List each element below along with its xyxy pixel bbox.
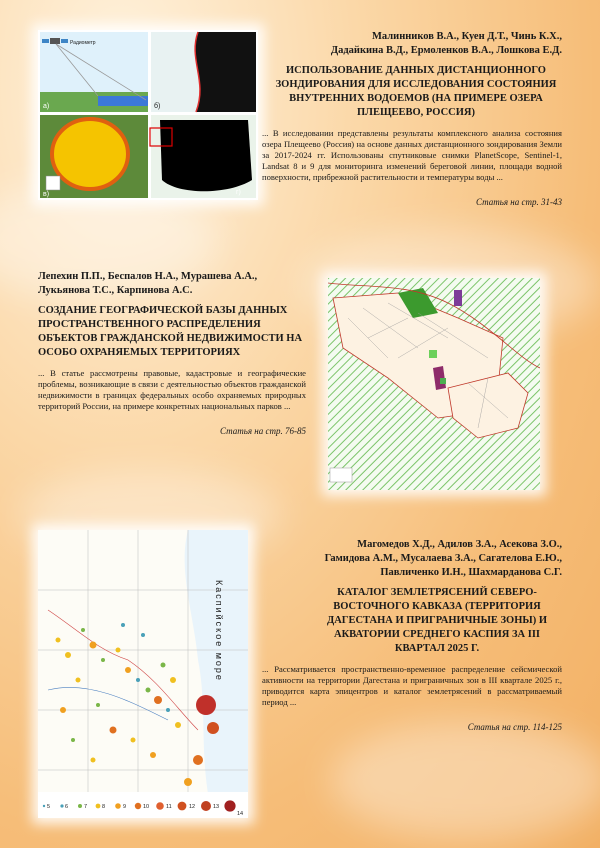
epicenter xyxy=(96,703,100,707)
panel-b-dark-area xyxy=(195,32,256,112)
building-parcel xyxy=(454,290,462,306)
article1-text xyxy=(262,30,562,207)
epicenter xyxy=(65,652,71,658)
legend-value: 11 xyxy=(166,804,172,810)
satellite-label: Радиометр xyxy=(70,40,96,46)
article3-title: КАТАЛОГ ЗЕМЛЕТРЯСЕНИЙ СЕВЕРО-ВОСТОЧНОГО КАВКАЗА (ТЕРРИТОРИЯ ДАГЕСТАНА И ПРИГРАНИЧНЫЕ ЗОНЫ) И АКВАТОРИИ СРЕДНЕГО КАСПИЯ ЗА III КВАРТАЛ 2025 Г. xyxy=(326,587,547,654)
epicenter xyxy=(91,758,96,763)
sea-label: Каспийское море xyxy=(214,580,224,682)
article1-abstract: ... В исследовании представлены результаты комплексного анализа состояния озера Плещеево (Россия) на основе данных дистанционного зондирования Земли за 2017-2024 гг. Использованы спутниковые снимки PlanetScope, Sentinel-1, Landsat 8 и 9 для мониторинга изменений береговой линии, площади водной поверхности, прибрежной растительности и температуры воды ... xyxy=(262,128,562,182)
lake-temperature-map xyxy=(52,119,128,189)
epicenter xyxy=(193,755,203,765)
article3-authors xyxy=(262,538,562,580)
legend-value: 10 xyxy=(143,804,150,810)
epicenter xyxy=(71,738,75,742)
article2-abstract: ... В статье рассмотрены правовые, кадастровые и географические проблемы, возникающие в связи с деятельностью объектов гражданской недвижимости в границах федеральных особо охраняемых природных территорий России, на примере конкретных национальных парков ... xyxy=(38,368,306,411)
epicenter-large xyxy=(207,722,219,734)
article2-figure xyxy=(328,278,540,490)
article3-text xyxy=(262,538,562,732)
article3-figure xyxy=(38,530,248,818)
water-mask xyxy=(160,120,252,191)
remote-sensing-figure xyxy=(38,30,258,200)
article1-title: ИСПОЛЬЗОВАНИЕ ДАННЫХ ДИСТАНЦИОННОГО ЗОНДИРОВАНИЯ ДЛЯ ИССЛЕДОВАНИЯ СОСТОЯНИЯ ВНУТРЕННИХ ВОДОЕМОВ (НА ПРИМЕРЕ ОЗЕРА ПЛЕЩЕЕВО, РОССИЯ) xyxy=(275,65,557,118)
epicenter xyxy=(121,623,125,627)
epicenter xyxy=(116,648,121,653)
legend-value: 8 xyxy=(102,804,106,810)
epicenter-map xyxy=(38,530,248,818)
legend-value: 12 xyxy=(189,804,196,810)
epicenter xyxy=(154,696,162,704)
legend-value: 13 xyxy=(213,804,220,810)
epicenter xyxy=(56,638,61,643)
epicenter xyxy=(81,628,85,632)
article2-authors-line: Лепехин П.П., Беспалов Н.А., Мурашева А.А., xyxy=(38,271,258,282)
epicenter xyxy=(131,738,136,743)
legend-value: 5 xyxy=(47,804,51,810)
epicenter xyxy=(136,678,140,682)
epicenter-large xyxy=(196,695,216,715)
article2-text xyxy=(38,270,306,436)
green-parcel xyxy=(440,378,446,384)
epicenter xyxy=(125,667,131,673)
epicenter xyxy=(146,688,151,693)
map-legend xyxy=(330,468,352,482)
panel-c-legend xyxy=(46,176,60,190)
epicenter xyxy=(90,642,97,649)
article1-authors-line: Малинников В.А., Куен Д.Т., Чинь К.Х., xyxy=(372,31,562,42)
legend-value: 7 xyxy=(84,804,88,810)
panel-a-water xyxy=(98,96,148,106)
article3-page-ref[interactable]: Статья на стр. 114-125 xyxy=(467,722,562,732)
panel-label-c: в) xyxy=(43,191,50,198)
epicenter xyxy=(184,778,192,786)
panel-label-a: a) xyxy=(43,103,50,110)
green-parcel xyxy=(429,350,437,358)
article3-abstract: ... Рассматривается пространственно-временное распределение сейсмической активности на территории Дагестана и приграничных зон в III квартале 2025 г., приводится карта эпицентров и каталог землетрясений в рассматриваемый период ... xyxy=(262,664,562,707)
panel-label-b: б) xyxy=(154,103,161,110)
epicenter xyxy=(175,722,181,728)
article1-authors-line: Дадайкина В.Д., Ермоленков В.А., Лошкова Е.Д. xyxy=(330,45,562,56)
legend-value: 6 xyxy=(65,804,69,810)
article1-page-ref[interactable]: Статья на стр. 31-43 xyxy=(476,197,562,207)
cadastral-map xyxy=(328,278,540,490)
article3-authors-line: Магомедов Х.Д., Адилов З.А., Асекова З.О., xyxy=(357,539,562,550)
article2-authors xyxy=(38,270,306,298)
epicenter xyxy=(141,633,145,637)
epicenter xyxy=(170,677,176,683)
epicenter xyxy=(161,663,166,668)
legend-value: 14 xyxy=(237,811,244,817)
article3-authors-line: Павличенко И.Н., Шахмарданова С.Г. xyxy=(380,567,562,578)
epicenter xyxy=(166,708,170,712)
legend-value: 9 xyxy=(123,804,127,810)
article1-figure xyxy=(38,30,258,200)
epicenter xyxy=(150,752,156,758)
panel-label-d: г) xyxy=(236,189,241,196)
background-cloud xyxy=(330,720,600,840)
article2-title: СОЗДАНИЕ ГЕОГРАФИЧЕСКОЙ БАЗЫ ДАННЫХ ПРОСТРАНСТВЕННОГО РАСПРЕДЕЛЕНИЯ ОБЪЕКТОВ ГРАЖДАНСКОЙ НЕДВИЖИМОСТИ НА ОСОБО ОХРАНЯЕМЫХ ТЕРРИТОРИЯХ xyxy=(38,305,303,358)
article2-page-ref[interactable]: Статья на стр. 76-85 xyxy=(220,426,306,436)
epicenter xyxy=(60,707,66,713)
epicenter xyxy=(101,658,105,662)
epicenter xyxy=(110,727,117,734)
article2-authors-line: Лукьянова Т.С., Карпинова А.С. xyxy=(38,285,193,296)
epicenter xyxy=(76,678,81,683)
article1-authors xyxy=(262,30,562,58)
article3-authors-line: Гамидова А.М., Мусалаева З.А., Сагателова Е.Ю., xyxy=(324,553,562,564)
